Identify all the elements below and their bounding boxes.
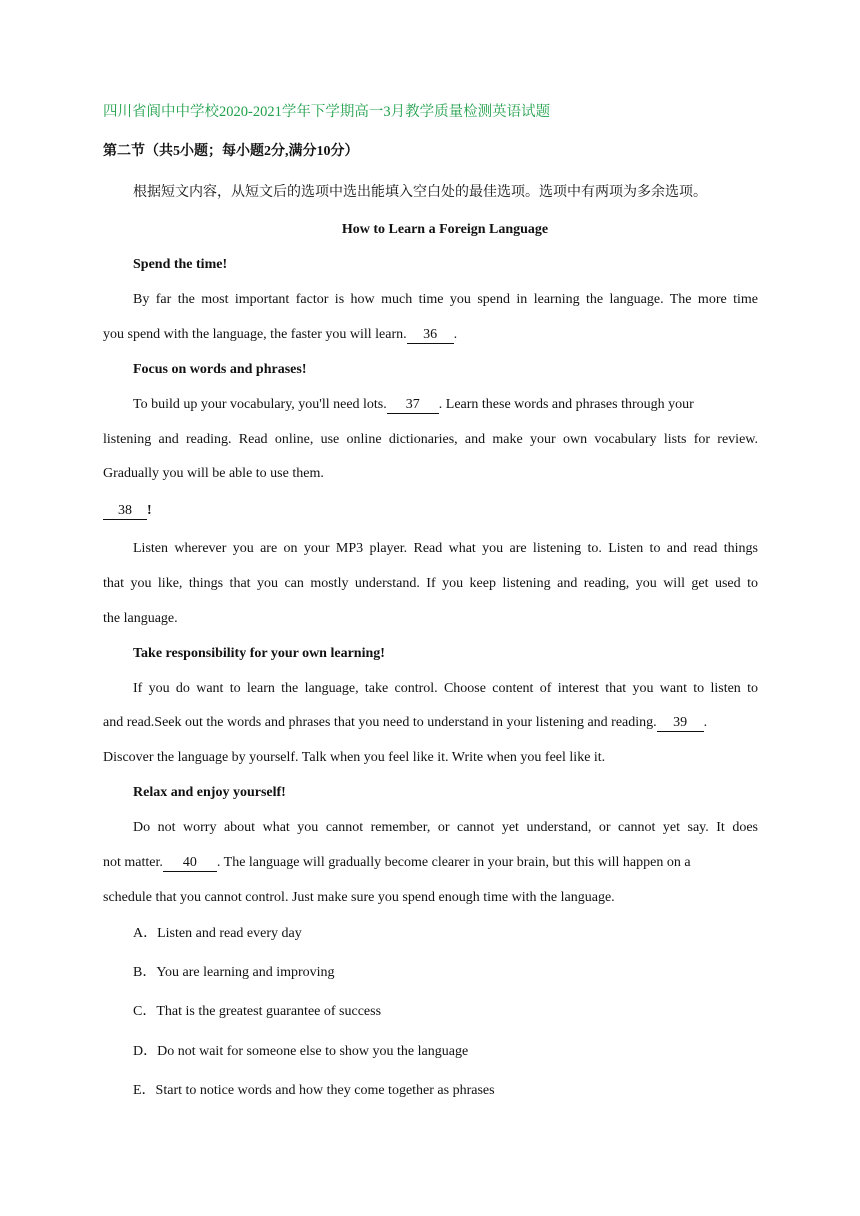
document-title: 四川省阆中中学校2020-2021学年下学期高一3月教学质量检测英语试题	[103, 104, 551, 120]
option-b: B．You are learning and improving	[133, 965, 335, 980]
paragraph-1-text: you spend with the language, the faster you will learn.	[103, 327, 407, 342]
article-title: How to Learn a Foreign Language	[341, 222, 549, 237]
blank-40: 40	[163, 854, 217, 872]
subheading-38	[103, 501, 758, 521]
paragraph-2-text: To build up your vocabulary, you'll need lots.	[133, 397, 387, 412]
paragraph-4-text: and read.Seek out the words and phrases that you need to understand in your listening and reading.	[103, 715, 657, 730]
paragraph-1-line-1: By far the most important factor is how much time you spend in learning the language. The more time	[133, 292, 758, 307]
subheading-relax: Relax and enjoy yourself!	[133, 785, 286, 800]
paragraph-5-line-2	[103, 853, 758, 873]
subheading-responsibility: Take responsibility for your own learning!	[133, 646, 385, 661]
paragraph-5-line-1: Do not worry about what you cannot remember, or cannot yet understand, or cannot yet say. It does	[133, 820, 758, 835]
paragraph-2-line-2: listening and reading. Read online, use online dictionaries, and make your own vocabulary lists for review.	[103, 432, 758, 447]
paragraph-5-line-3: schedule that you cannot control. Just make sure you spend enough time with the language.	[103, 890, 615, 905]
paragraph-2-line-1	[133, 395, 758, 415]
paragraph-5-text-cont: . The language will gradually become clearer in your brain, but this will happen on a	[216, 855, 691, 870]
option-d: D．Do not wait for someone else to show you the language	[133, 1044, 469, 1059]
paragraph-5-text: not matter.	[103, 855, 163, 870]
paragraph-1-line-2	[103, 325, 758, 345]
blank-38: 38	[103, 502, 147, 520]
paragraph-3-line-3: the language.	[103, 611, 178, 626]
subheading-38-mark: !	[147, 503, 152, 518]
paragraph-2-line-3: Gradually you will be able to use them.	[103, 466, 324, 481]
paragraph-2-text-cont: . Learn these words and phrases through your	[438, 397, 694, 412]
blank-39: 39	[657, 714, 704, 732]
option-a: A．Listen and read every day	[133, 926, 302, 941]
option-c: C．That is the greatest guarantee of success	[133, 1004, 382, 1019]
subheading-words-phrases: Focus on words and phrases!	[133, 362, 307, 377]
paragraph-3-line-2: that you like, things that you can mostly understand. If you keep listening and reading, you will get used to	[103, 576, 758, 591]
paragraph-4-line-3: Discover the language by yourself. Talk when you feel like it. Write when you feel like it.	[103, 750, 606, 765]
subheading-spend-time: Spend the time!	[133, 257, 228, 272]
paragraph-4-end: .	[703, 715, 708, 730]
paragraph-4-line-2	[103, 713, 758, 733]
paragraph-3-line-1: Listen wherever you are on your MP3 player. Read what you are listening to. Listen to and read things	[133, 541, 758, 556]
blank-37: 37	[387, 396, 439, 414]
section-instruction: 根据短文内容，从短文后的选项中选出能填入空白处的最佳选项。选项中有两项为多余选项。	[133, 185, 707, 200]
paragraph-4-line-1: If you do want to learn the language, take control. Choose content of interest that you want to listen to	[133, 681, 758, 696]
blank-36: 36	[407, 326, 454, 344]
option-e: E．Start to notice words and how they come together as phrases	[133, 1083, 495, 1098]
section-heading: 第二节（共5小题；每小题2分,满分10分）	[103, 144, 359, 159]
paragraph-1-end: .	[453, 327, 458, 342]
